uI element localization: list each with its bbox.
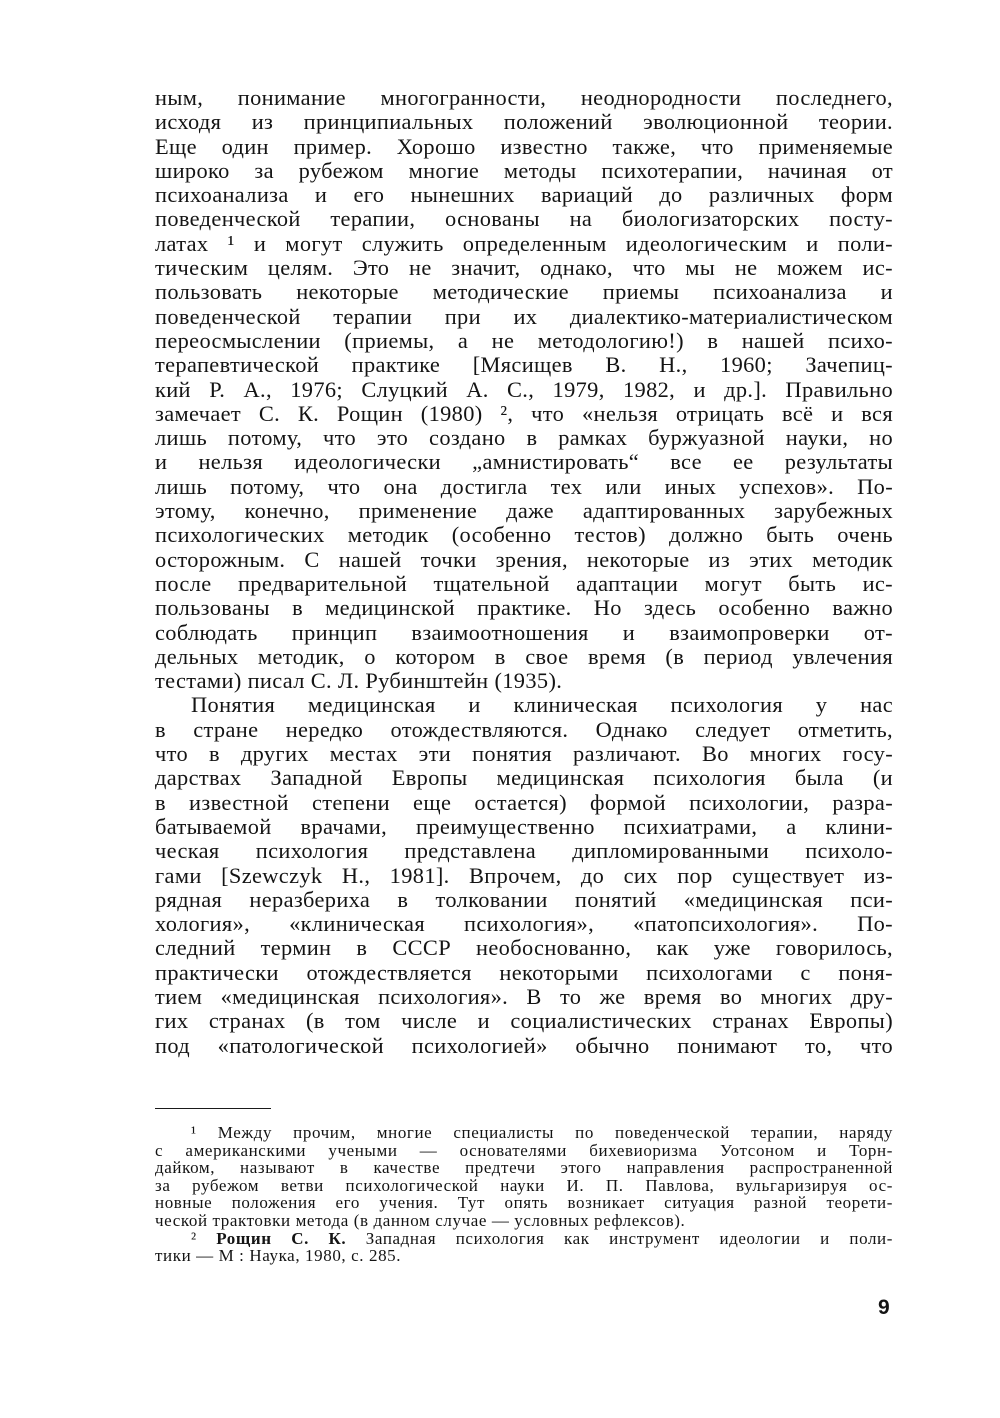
text-line: пользованы в медицинской практике. Но здесь особенно важно [155,595,893,621]
text-line: широко за рубежом многие методы психотерапии, начиная от [155,157,893,183]
footnote-2-line [155,1230,893,1248]
footnote-divider [155,1108,271,1109]
text-line: замечает С. К. Рощин (1980) ², что «нельзя отрицать всё и вся [155,400,893,426]
text-line: психологических методик (особенно тестов) должно быть очень [155,522,893,548]
text-line: что в других местах эти понятия различают. Во многих госу- [155,741,893,767]
text-line: в стране нередко отождествляются. Однако следует отметить, [155,716,893,742]
footnote-2-title: Западная психология как инструмент идеологии и поли- [365,1228,893,1248]
text-line: терапевтической практике [Мясищев В. Н., 1960; Зачепиц- [155,352,893,378]
footnote-2-marker: ² [191,1228,197,1248]
footnote-1-line: дайком, называют в качестве предтечи этого направления распространенной [155,1158,893,1178]
text-line: тием «медицинская психология». В то же время во многих дру- [155,983,893,1009]
text-line: хология», «клиническая психология», «патопсихология». По- [155,911,893,937]
paragraph-start-line: Понятия медицинская и клиническая психология у нас [191,692,893,718]
footnote-1-line: за рубежом ветви психологической науки И. П. Павлова, вульгаризируя ос- [155,1175,893,1195]
footnote-1-line: ческой трактовки метода (в данном случае — условных рефлексов). [155,1210,686,1230]
text-line: гих странах (в том числе и социалистических странах Европы) [155,1008,893,1034]
footnote-1-line: ¹ Между прочим, многие специалисты по поведенческой терапии, наряду [191,1123,893,1142]
footnote-1-line: с американскими учеными — основателями бихевиоризма Уотсоном и Торн- [155,1140,893,1160]
text-line: под «патологической психологией» обычно понимают то, что [155,1032,893,1058]
text-line: поведенческой терапии, основаны на биологизаторских посту- [155,206,893,232]
text-line: пользовать некоторые методические приемы психоанализа и [155,279,893,305]
text-line: исходя из принципиальных положений эволюционной теории. [155,109,893,135]
text-line: тическим целям. Это не значит, однако, что мы не можем ис- [155,255,893,281]
text-line: психоанализа и его нынешних вариаций до различных форм [155,182,893,208]
text-line: батываемой врачами, преимущественно психиатрами, а клини- [155,813,893,839]
body-text [155,86,893,1058]
text-line: латах ¹ и могут служить определенным идеологическим и поли- [155,230,893,256]
footnotes [155,1124,893,1265]
text-line: и нельзя идеологически „амнистировать“ все ее результаты [155,449,893,475]
text-line: ческая психология представлена дипломированными психоло- [155,838,893,864]
text-line: соблюдать принцип взаимоотношения и взаимопроверки от- [155,619,893,645]
footnote-1-line: новные положения его учения. Тут опять возникает ситуация разной теорети- [155,1193,893,1213]
page-number: 9 [878,1296,890,1319]
text-line: Еще один пример. Хорошо известно также, что применяемые [155,133,893,159]
text-line: ным, понимание многогранности, неоднородности последнего, [155,85,893,110]
text-line: практически отождествляется некоторыми психологами с поня- [155,959,893,985]
text-line: переосмыслении (приемы, а не методологию!) в нашей психо- [155,327,893,353]
footnote-2-line: тики — М : Наука, 1980, с. 285. [155,1246,402,1266]
text-line: поведенческой терапии при их диалектико-материалистическом [155,303,893,329]
text-line: дарствах Западной Европы медицинская психология была (и [155,765,893,791]
text-line: кий Р. А., 1976; Слуцкий А. С., 1979, 1982, и др.]. Правильно [155,376,893,402]
text-line: следний термин в СССР необоснованно, как уже говорилось, [155,935,893,961]
text-line: лишь потому, что это создано в рамках буржуазной науки, но [155,425,893,451]
text-line: осторожным. С нашей точки зрения, некоторые из этих методик [155,546,893,572]
text-line: гами [Szewczyk H., 1981]. Впрочем, до сих пор существует из- [155,862,893,888]
text-line: этому, конечно, применение даже адаптированных зарубежных [155,498,893,524]
text-line: после предварительной тщательной адаптации могут быть ис- [155,570,893,596]
text-line: лишь потому, что она достигла тех или иных успехов». По- [155,473,893,499]
text-line: в известной степени еще остается) формой психологии, разра- [155,789,893,815]
paragraph-end-line: тестами) писал С. Л. Рубинштейн (1935). [155,668,563,694]
text-line: дельных методик, о котором в свое время (в период увлечения [155,643,893,669]
text-line: рядная неразбериха в толковании понятий «медицинская пси- [155,886,893,912]
footnote-2-author: Рощин С. К. [216,1228,347,1248]
